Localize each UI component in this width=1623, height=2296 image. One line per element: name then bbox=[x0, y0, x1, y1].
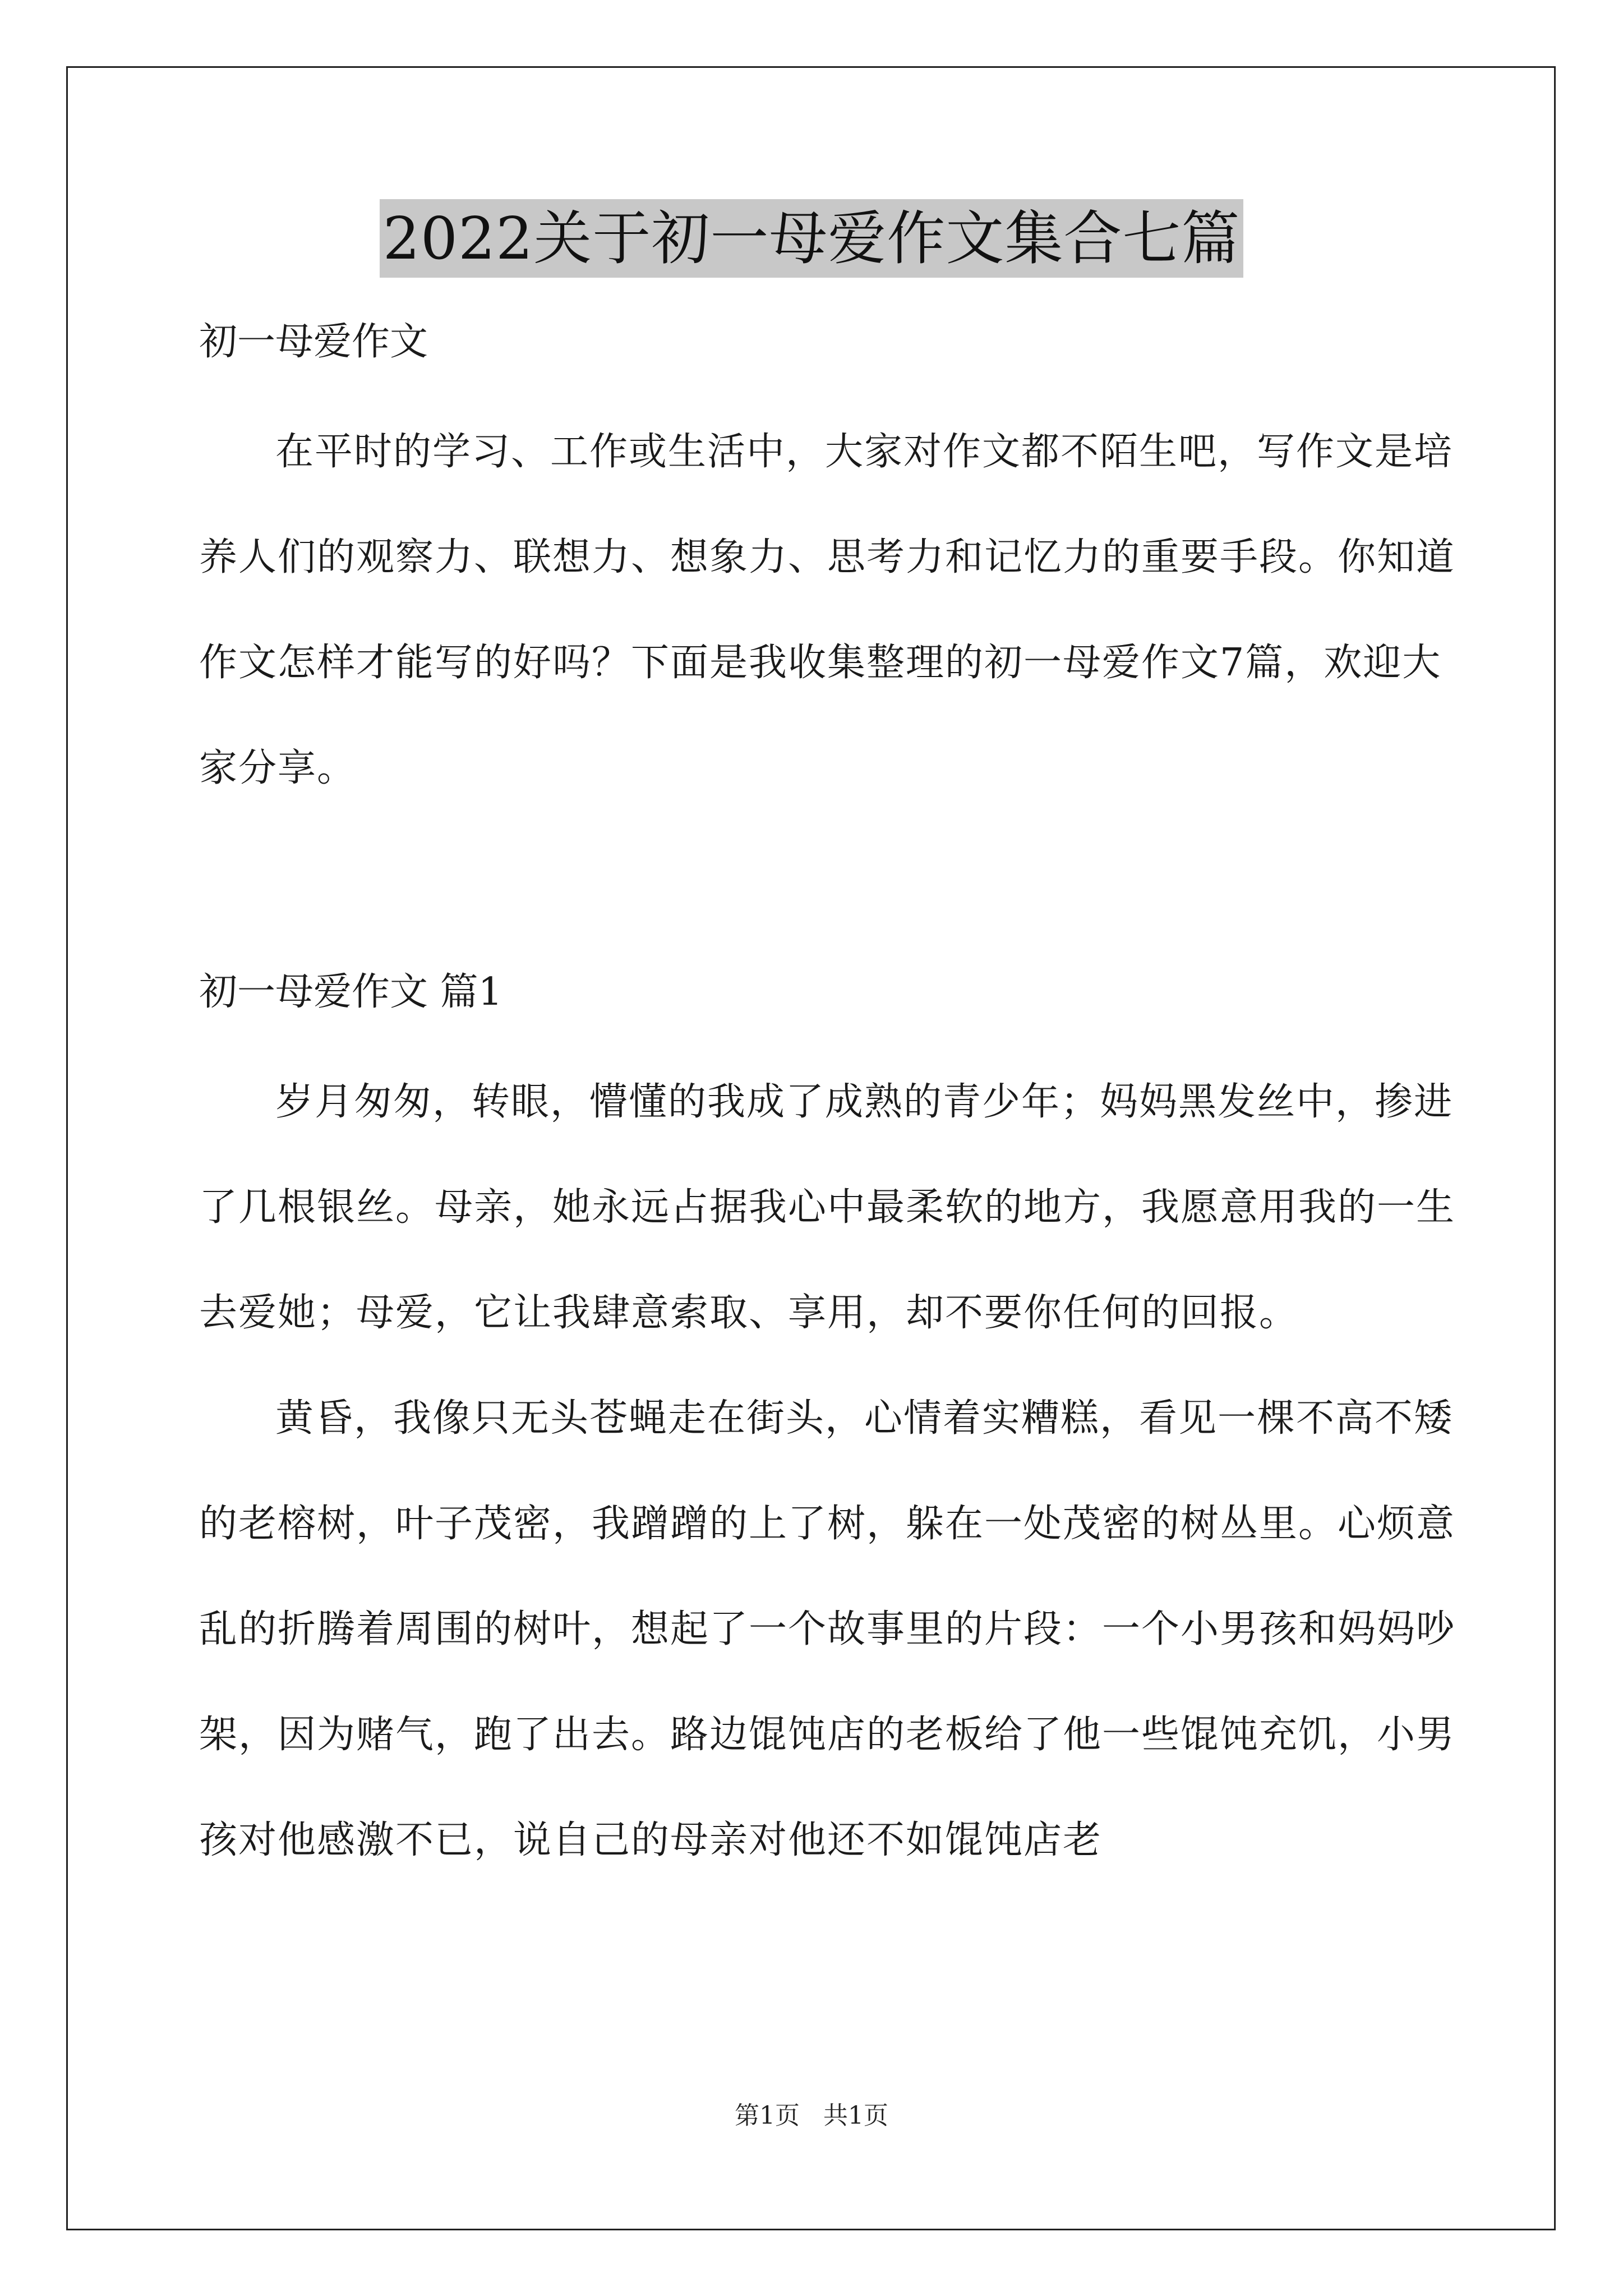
document-title: 2022关于初一母爱作文集合七篇 bbox=[380, 199, 1244, 278]
section-spacer bbox=[199, 821, 1467, 953]
document-body bbox=[199, 303, 1467, 1893]
intro-heading: 初一母爱作文 bbox=[199, 320, 428, 364]
intro-paragraph: 在平时的学习、工作或生活中，大家对作文都不陌生吧，写作文是培养人们的观察力、联想力、想象力、思考力和记忆力的重要手段。你知道作文怎样才能写的好吗？下面是我收集整理的初一母爱作文7篇，欢迎大家分享。 bbox=[199, 430, 1456, 790]
title-container bbox=[0, 199, 1623, 278]
page-footer: 第1页 共1页 bbox=[735, 2101, 888, 2130]
section1-paragraph-1: 岁月匆匆，转眼，懵懂的我成了成熟的青少年；妈妈黑发丝中，掺进了几根银丝。母亲，她永远占据我心中最柔软的地方，我愿意用我的一生去爱她；母爱，它让我肆意索取、享用，却不要你任何的回报。 bbox=[199, 1080, 1456, 1335]
section1-paragraph-2: 黄昏，我像只无头苍蝇走在街头，心情着实糟糕，看见一棵不高不矮的老榕树，叶子茂密，我蹭蹭的上了树，躲在一处茂密的树丛里。心烦意乱的折腾着周围的树叶，想起了一个故事里的片段：一个小男孩和妈妈吵架，因为赌气，跑了出去。路边馄饨店的老板给了他一些馄饨充饥，小男孩对他感激不已，说自己的母亲对他还不如馄饨店老 bbox=[199, 1396, 1456, 1862]
section1-heading: 初一母爱作文 篇1 bbox=[199, 970, 502, 1014]
